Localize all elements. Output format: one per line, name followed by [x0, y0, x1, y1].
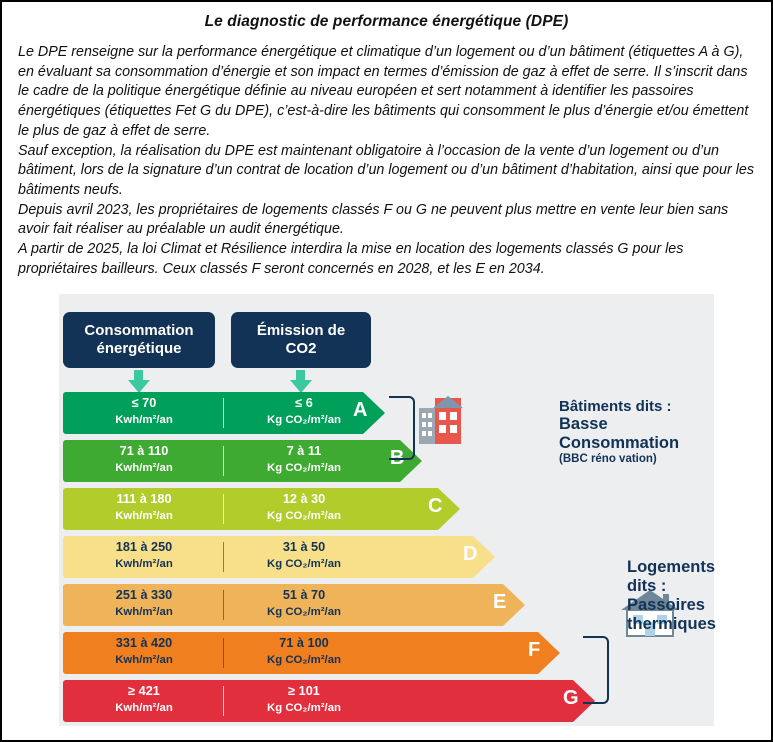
annotation-passoires-line3: thermiques [627, 614, 716, 633]
row-emission-d: 31 à 50 Kg CO₂/m²/an [266, 539, 342, 570]
row-emission-b: 7 à 11 Kg CO₂/m²/an [266, 443, 342, 474]
dpe-bars [63, 392, 583, 728]
row-letter-f: F [528, 638, 541, 661]
table-row [63, 632, 583, 674]
row-emission-c: 12 à 30 Kg CO₂/m²/an [266, 491, 342, 522]
annotation-passoires [627, 558, 717, 634]
annotation-bbc [559, 398, 709, 465]
row-consumption-g: ≥ 421 Kwh/m²/an [115, 683, 173, 714]
table-row [63, 392, 583, 434]
dpe-header-row [59, 312, 714, 368]
building-icon [417, 394, 465, 451]
paragraph-4: A partir de 2025, la loi Climat et Résilience interdira la mise en location des logements classés G pour les propriétaires bailleurs. Ceux classés F seront concernés en 2028, et les E en 2034. [18, 241, 684, 277]
annotation-passoires-line1: Logements [627, 557, 716, 576]
bracket-passoires [583, 636, 609, 704]
row-emission-f: 71 à 100 Kg CO₂/m²/an [266, 635, 342, 666]
dpe-chart [59, 294, 714, 726]
row-consumption-d: 181 à 250 Kwh/m²/an [115, 539, 173, 570]
row-consumption-b: 71 à 110 Kwh/m²/an [115, 443, 173, 474]
annotation-bbc-line1: Bâtiments dits : [559, 397, 672, 415]
table-row [63, 536, 583, 578]
row-letter-e: E [493, 590, 507, 613]
row-letter-a: A [353, 398, 368, 421]
row-consumption-c: 111 à 180 Kwh/m²/an [115, 491, 173, 522]
row-letter-c: C [428, 494, 443, 517]
row-emission-e: 51 à 70 Kg CO₂/m²/an [266, 587, 342, 618]
row-consumption-a: ≤ 70 Kwh/m²/an [115, 395, 173, 426]
row-letter-b: B [390, 446, 405, 469]
row-emission-g: ≥ 101 Kg CO₂/m²/an [266, 683, 342, 714]
table-row [63, 680, 583, 722]
row-emission-a: ≤ 6 Kg CO₂/m²/an [266, 395, 342, 426]
table-row [63, 440, 583, 482]
paragraph-3: Depuis avril 2023, les propriétaires de logements classés F ou G ne peuvent plus mettre en vente leur bien sans avoir fait réaliser au préalable un audit énergétique. [18, 201, 729, 238]
table-row [63, 584, 583, 626]
paragraph-2: Sauf exception, la réalisation du DPE est maintenant obligatoire à l’occasion de la vente d’un logement ou d’un bâtiment, lors de la signature d’un contrat de location d’un logement ou d’un bâtiment d’habitation, ainsi que pour les bâtiments neufs. [18, 142, 754, 199]
row-consumption-f: 331 à 420 Kwh/m²/an [115, 635, 173, 666]
header-emission: Émission de CO2 [231, 312, 371, 368]
paragraph-1: Le DPE renseigne sur la performance énergétique et climatique d’un logement ou d’un bâtiment (étiquettes A à G), en évaluant sa consommation d’énergie et son impact en termes d’émission de gaz à effet de serre. Il s’inscrit dans le cadre de la politique énergétique définie au niveau européen et sert notamment à identifier les passoires énergétiques (étiquettes Fet G du DPE), c’est-à-dire les bâtiments qui consomment le plus d’énergie et/ou émettent le plus de gaz à effet de serre. [18, 44, 749, 139]
row-consumption-e: 251 à 330 Kwh/m²/an [115, 587, 173, 618]
row-letter-d: D [463, 542, 478, 565]
row-letter-g: G [563, 686, 579, 709]
annotation-bbc-line2: Basse Consommation [559, 414, 680, 452]
table-row [63, 488, 583, 530]
bracket-bbc [389, 396, 415, 460]
page-title: Le diagnostic de performance énergétique (DPE) [204, 13, 569, 30]
annotation-passoires-line2: dits : Passoires [627, 576, 705, 614]
header-consumption: Consommation énergétique [63, 312, 215, 368]
document-body [18, 43, 755, 280]
annotation-bbc-line3: (BBC réno vation) [559, 452, 657, 465]
